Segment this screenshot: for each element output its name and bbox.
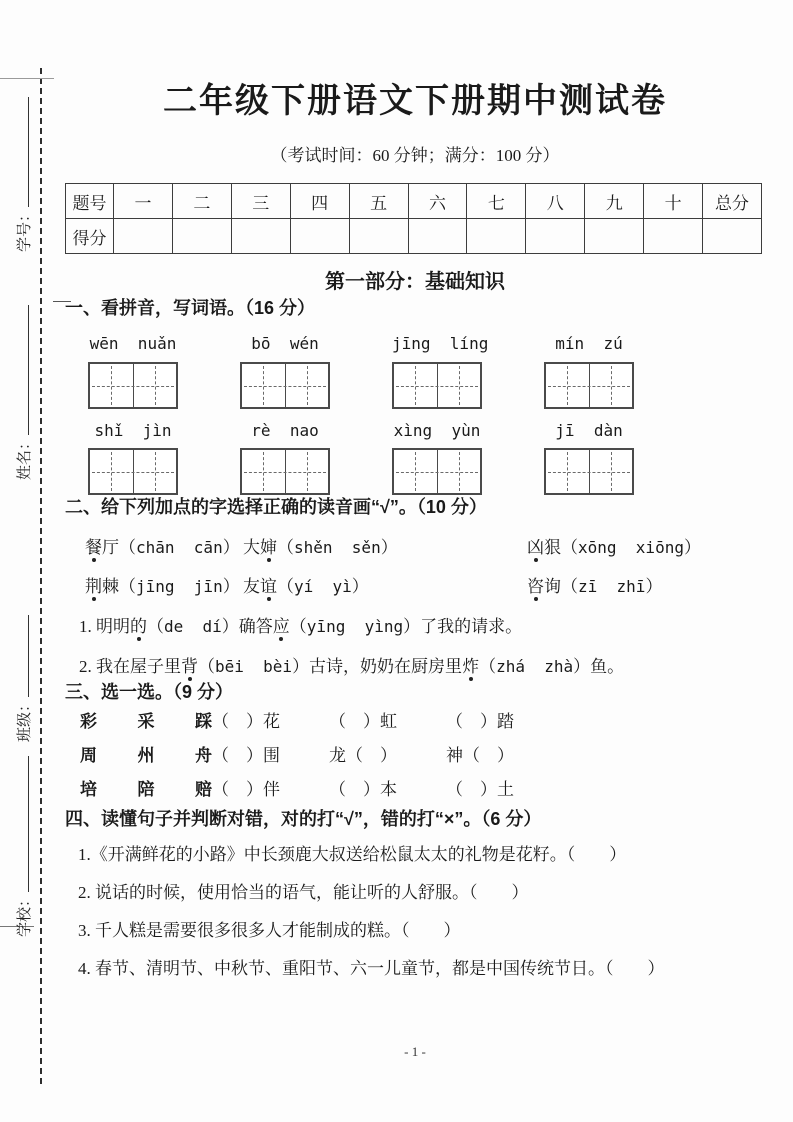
writing-grid (392, 362, 482, 409)
score-table-col: 五 (349, 184, 408, 219)
choice-blank: （ ）虹 (329, 712, 397, 732)
grid-cell (133, 364, 177, 407)
pinyin-label: wēn nuǎn (89, 334, 177, 354)
term-youyi: 友谊（yí yì） (243, 577, 369, 597)
part1-heading: 第一部分：基础知识 (325, 271, 505, 294)
judge-item-1: 1.《开满鲜花的小路》中长颈鹿大叔送给松鼠太太的礼物是花籽。（ ） (78, 845, 627, 865)
choice-blank: （ ）本 (329, 780, 397, 800)
choice-blank: 神（ ） (446, 746, 514, 766)
crop-mark-top (0, 78, 54, 79)
grid-cell (133, 450, 177, 493)
writing-grid (88, 448, 178, 495)
student-id-label: 学号： (17, 206, 33, 252)
grid-cell (285, 364, 329, 407)
choice-blank: （ ）伴 (212, 780, 280, 800)
choice-characters (80, 739, 212, 773)
score-cell (526, 219, 585, 254)
grid-cell (546, 364, 589, 407)
score-row-header: 得分 (66, 219, 114, 254)
score-table-col: 九 (585, 184, 644, 219)
choice-char: 踩 (195, 712, 212, 732)
score-table-col: 十 (644, 184, 703, 219)
pinyin-row (88, 333, 765, 355)
score-cell (467, 219, 526, 254)
choice-char: 赔 (195, 780, 212, 800)
choice-char: 州 (137, 746, 155, 766)
judge-item-4: 4. 春节、清明节、中秋节、重阳节、六一儿童节，都是中国传统节日。（ ） (78, 959, 665, 979)
choice-row (80, 773, 765, 807)
pinyin-label: rè nao (251, 421, 319, 441)
term-xionghen: 凶狠（xōng xiōng） (527, 538, 701, 558)
grid-cell (394, 364, 437, 407)
term-jingji: 荆棘（jīng jīn） (85, 577, 240, 597)
class-blank-line (14, 615, 29, 697)
section3-heading: 三、选一选。（9 分） (65, 682, 234, 703)
name-blank-line (14, 305, 29, 435)
choice-blank: （ ）围 (212, 746, 280, 766)
grid-cell (242, 450, 285, 493)
score-table-col: 一 (114, 184, 173, 219)
margin-field-student-id (13, 97, 34, 252)
class-label: 班级： (17, 696, 33, 742)
score-cell (114, 219, 173, 254)
choice-row (80, 705, 765, 739)
score-cell (349, 219, 408, 254)
pinyin-label: shǐ jìn (94, 421, 172, 441)
score-table-col: 总分 (703, 184, 762, 219)
choice-row (80, 739, 765, 773)
score-table-col: 二 (172, 184, 231, 219)
pronunciation-sentence-2: 2. 我在屋子里背（bēi bèi）古诗，奶奶在厨房里炸（zhá zhà）鱼。 (79, 657, 625, 677)
choice-characters (80, 705, 212, 739)
score-cell (172, 219, 231, 254)
score-cell (703, 219, 762, 254)
score-table-col: 三 (231, 184, 290, 219)
term-dashen: 大婶（shěn sěn） (243, 538, 398, 558)
writing-grid (240, 362, 330, 409)
grid-cell (437, 450, 481, 493)
writing-grid (544, 448, 634, 495)
writing-grid (240, 448, 330, 495)
score-table-col: 七 (467, 184, 526, 219)
score-table (65, 183, 762, 254)
pinyin-label: jī dàn (555, 421, 623, 441)
grid-cell (90, 450, 133, 493)
choice-char: 培 (80, 780, 97, 800)
grid-cell (242, 364, 285, 407)
margin-field-name (13, 305, 34, 480)
grid-cell (589, 364, 633, 407)
pinyin-label: mín zú (555, 334, 623, 354)
choice-blank: （ ）土 (446, 780, 514, 800)
page-title: 二年级下册语文下册期中测试卷 (163, 83, 667, 120)
score-cell (231, 219, 290, 254)
pinyin-row (88, 420, 765, 442)
score-cell (408, 219, 467, 254)
grid-cell (90, 364, 133, 407)
writing-grid (88, 362, 178, 409)
judge-item-2: 2. 说话的时候，使用恰当的语气，能让听的人舒服。（ ） (78, 883, 529, 903)
student-id-blank-line (14, 97, 29, 207)
choice-blank: 龙（ ） (329, 746, 397, 766)
writing-grid (544, 362, 634, 409)
choice-char: 陪 (137, 780, 155, 800)
score-cell (644, 219, 703, 254)
score-table-row-header: 题号 (66, 184, 114, 219)
choice-char: 采 (137, 712, 155, 732)
choice-blank: （ ）花 (212, 712, 280, 732)
margin-field-class (13, 615, 34, 742)
name-label: 姓名： (17, 434, 33, 480)
choice-characters (80, 773, 212, 807)
pinyin-label: xìng yùn (393, 421, 481, 441)
writing-grid-row (88, 362, 765, 409)
pinyin-label: bō wén (251, 334, 319, 354)
choice-blank: （ ）踏 (446, 712, 514, 732)
term-row (85, 574, 765, 600)
grid-cell (394, 450, 437, 493)
exam-content (65, 0, 765, 1122)
school-label: 学校： (17, 891, 33, 937)
writing-grid (392, 448, 482, 495)
score-cell (585, 219, 644, 254)
grid-cell (589, 450, 633, 493)
school-blank-line (14, 756, 29, 892)
score-table-col: 六 (408, 184, 467, 219)
score-table-col: 八 (526, 184, 585, 219)
binding-dashed-line (40, 68, 42, 1084)
score-table-score-row (66, 219, 762, 254)
score-cell (290, 219, 349, 254)
choice-char: 彩 (80, 712, 97, 732)
grid-cell (546, 450, 589, 493)
exam-info: （考试时间：60 分钟；满分：100 分） (270, 146, 560, 166)
choice-char: 周 (80, 746, 97, 766)
score-table-col: 四 (290, 184, 349, 219)
term-zixun: 咨询（zī zhī） (527, 577, 663, 597)
pronunciation-sentence-1: 1. 明明的（de dí）确答应（yīng yìng）了我的请求。 (79, 617, 523, 637)
grid-cell (285, 450, 329, 493)
grid-cell (437, 364, 481, 407)
margin-field-school (13, 756, 34, 937)
section2-heading: 二、给下列加点的字选择正确的读音画“√”。（10 分） (65, 497, 487, 518)
choice-char: 舟 (195, 746, 212, 766)
judge-item-3: 3. 千人糕是需要很多很多人才能制成的糕。（ ） (78, 921, 461, 941)
section1-heading: 一、看拼音，写词语。（16 分） (65, 298, 316, 319)
page-number: - 1 - (404, 1044, 426, 1059)
score-table-header-row (66, 184, 762, 219)
term-canting: 餐厅（chān cān） (85, 538, 240, 558)
pinyin-label: jīng líng (392, 334, 489, 354)
term-row (85, 535, 765, 561)
writing-grid-row (88, 448, 765, 495)
section4-heading: 四、读懂句子并判断对错，对的打“√”，错的打“×”。（6 分） (65, 809, 542, 830)
